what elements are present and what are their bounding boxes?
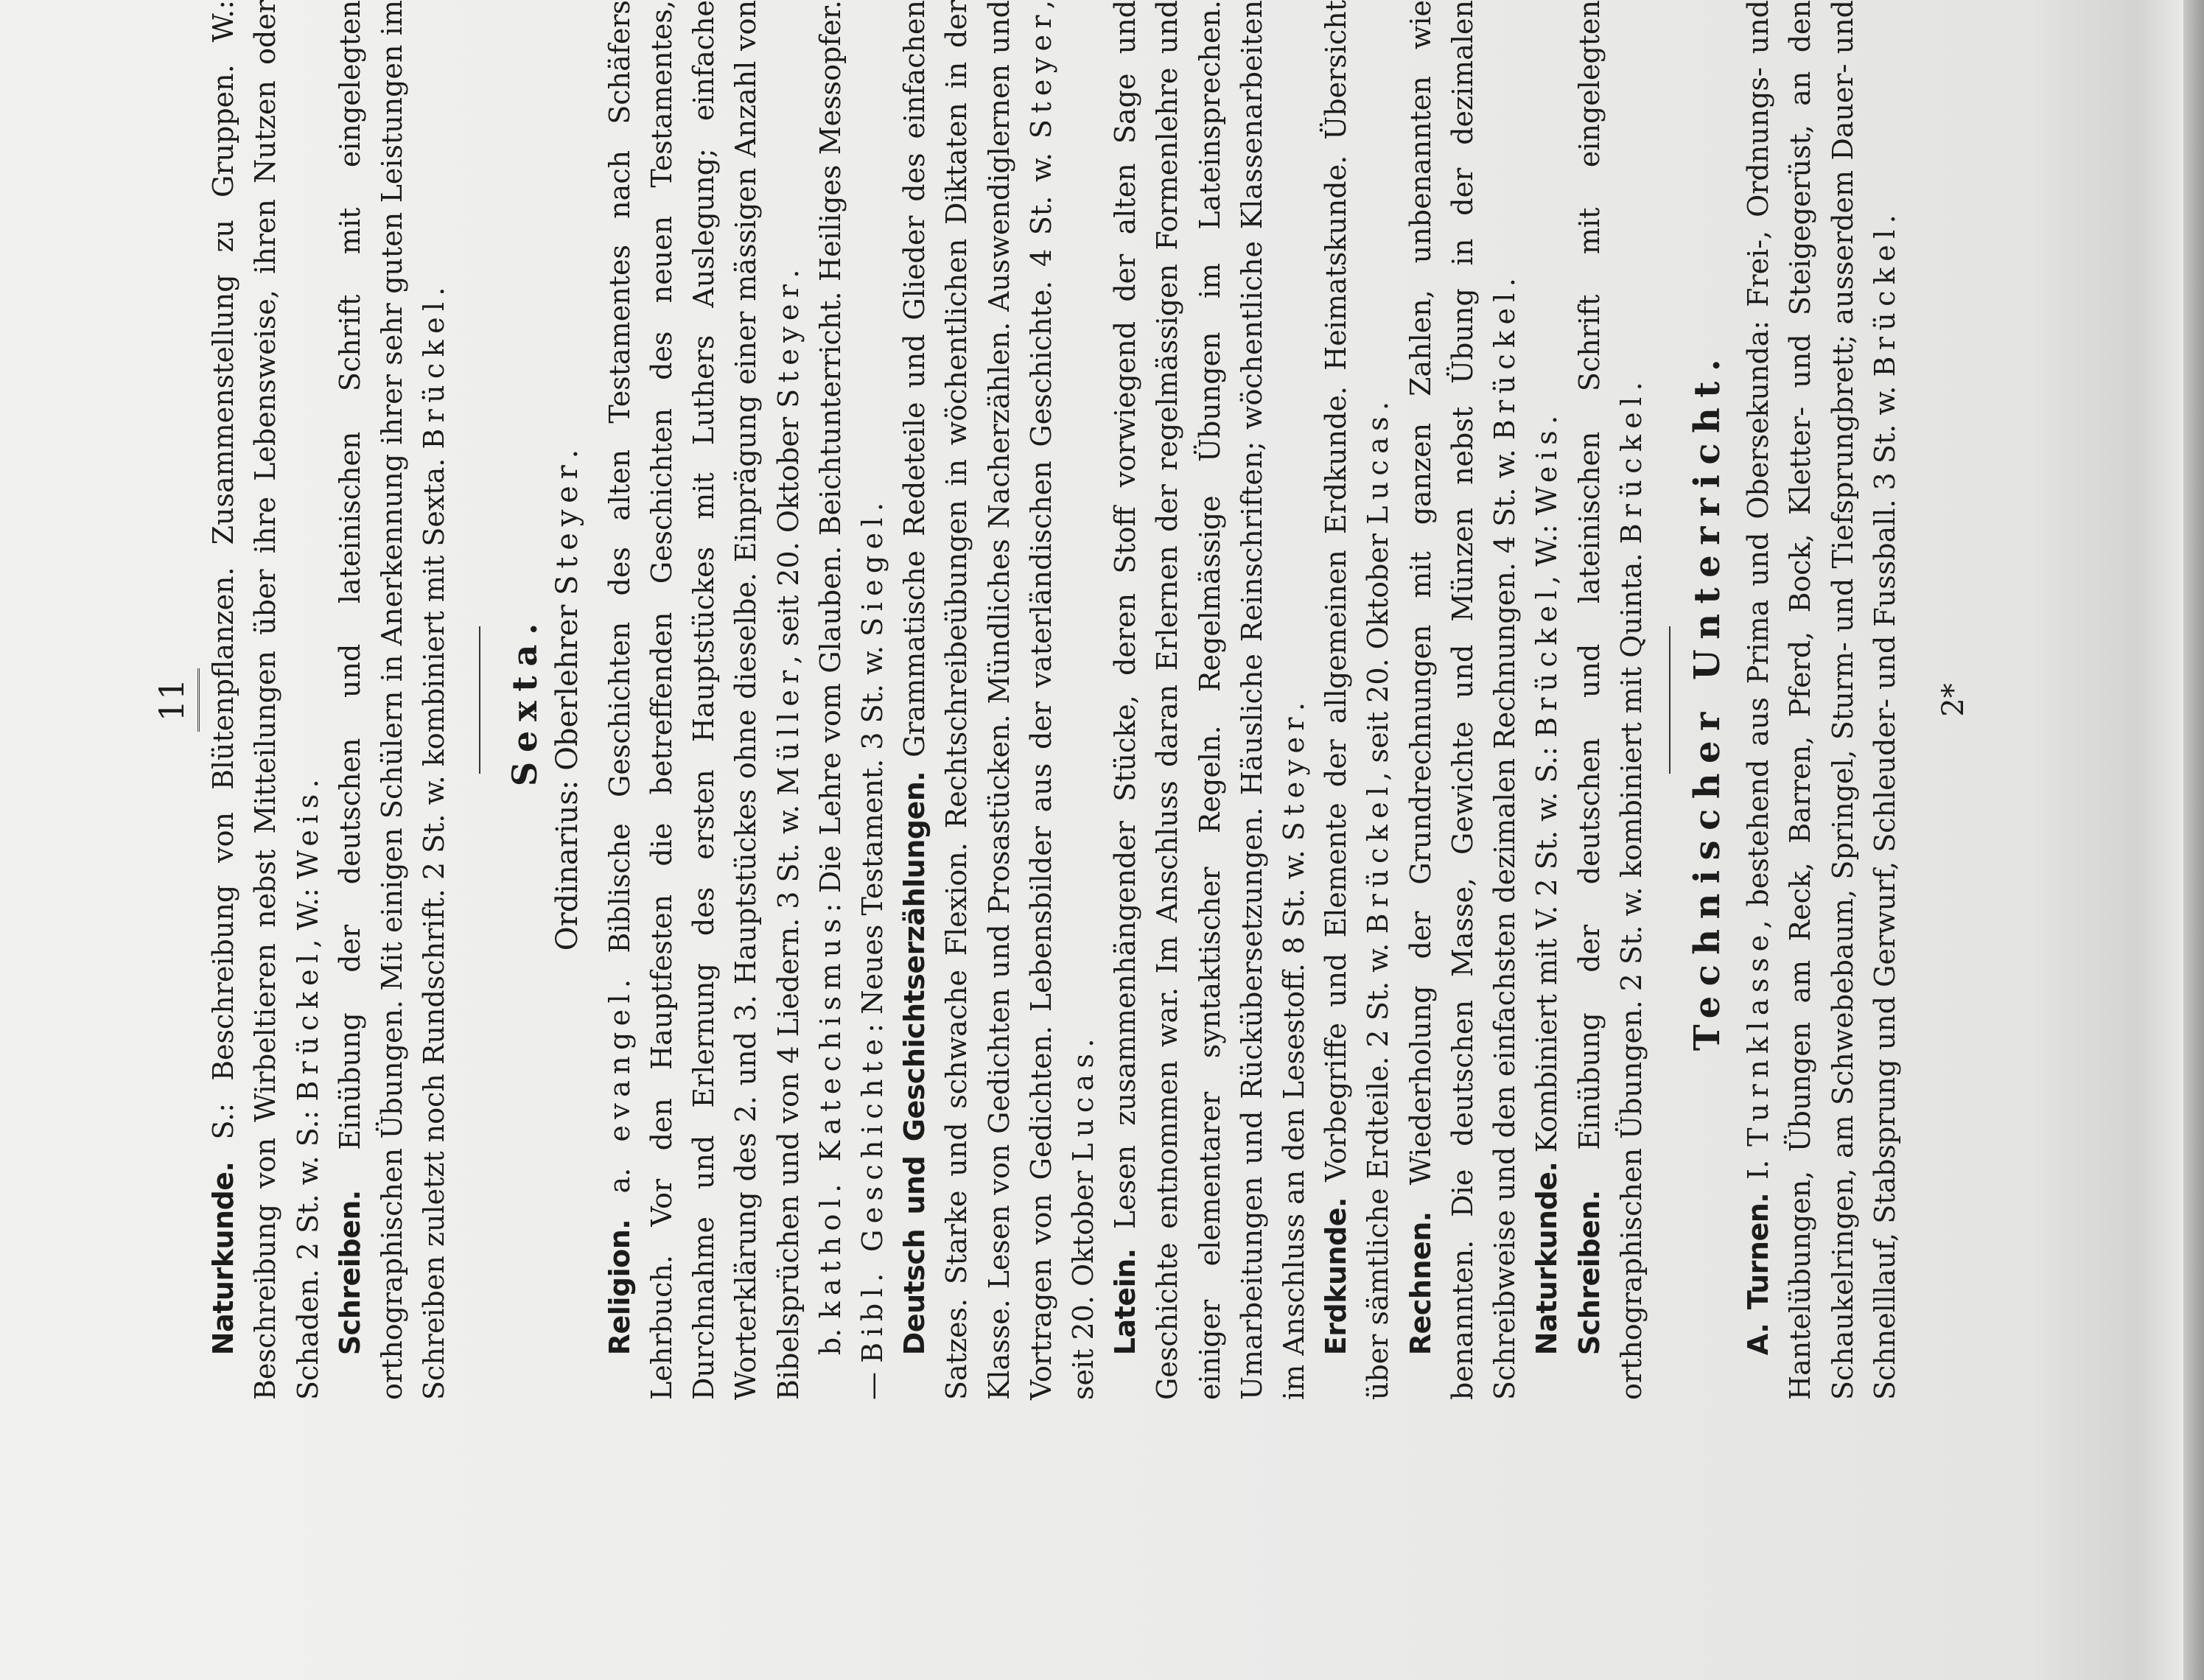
- paragraph-naturkunde: [1526, 0, 1568, 1400]
- teacher-name: Steyer: [1278, 711, 1311, 841]
- paragraph-text: , seit 20. Oktober: [1024, 0, 1100, 1400]
- paragraph-rechnen: [1400, 0, 1527, 1400]
- teacher-name: Lucas: [1362, 410, 1395, 525]
- paragraph-text: I.: [1742, 1146, 1775, 1193]
- paragraph-end: .: [856, 502, 889, 512]
- paragraph-text: , W.:: [1530, 515, 1564, 584]
- section-divider: [479, 626, 480, 774]
- paragraph-religion-kathol: [810, 0, 894, 1400]
- paragraph-text: , W.:: [291, 878, 324, 948]
- teacher-name: Siegel: [856, 511, 889, 637]
- paragraph-quinta-naturkunde: [203, 0, 329, 1400]
- paragraph-text: Einübung der deutschen und lateinischen Schrift mit eingelegten orthographischen Übungen. 2 St. w. kombiniert mit Quinta.: [1572, 0, 1648, 1400]
- subject-heading: Schreiben.: [1572, 1190, 1606, 1356]
- teacher-name: Brückel: [418, 295, 451, 449]
- paragraph-end: .: [1614, 382, 1648, 391]
- subject-heading: A. Turnen.: [1742, 1192, 1775, 1356]
- subtopic-label: Bibl. Geschichte: [856, 1032, 889, 1363]
- ordinarius-line: [547, 0, 589, 1400]
- document-page: [151, 0, 1975, 1400]
- paragraph-latein: [1105, 0, 1315, 1400]
- paragraph-text: b.: [814, 1318, 847, 1356]
- subject-heading: Naturkunde.: [207, 1161, 240, 1356]
- page-number: 11: [151, 668, 200, 732]
- confession-label: kathol. Katechismus: [814, 912, 847, 1319]
- teacher-name: Brückel: [1488, 287, 1522, 441]
- paragraph-religion: [599, 0, 810, 1400]
- paragraph-end: .: [1530, 415, 1564, 424]
- section-divider: [1669, 626, 1671, 774]
- teacher-name: Brückel: [1868, 223, 1901, 377]
- paragraph-end: .: [1488, 278, 1522, 287]
- paragraph-text: , seit 20. Oktober: [1362, 524, 1395, 781]
- page-header: [151, 0, 200, 1400]
- subject-heading: Rechnen.: [1404, 1211, 1437, 1356]
- paragraph-text: Kombiniert mit V. 2 St. w. S.:: [1530, 738, 1564, 1162]
- subject-heading: Naturkunde.: [1530, 1161, 1564, 1356]
- subject-heading: Erdkunde.: [1320, 1197, 1353, 1356]
- teacher-name: Lucas: [1067, 1047, 1100, 1162]
- paragraph-end: .: [1067, 1038, 1100, 1048]
- subject-heading: Latein.: [1109, 1248, 1142, 1356]
- paragraph-text: Lesen zusammenhängender Stücke, deren Stoff vorwiegend der alten Sage und Geschichte entnommen war. Im Anschluss daran Erlernen der regelmässigen Formenlehre und einiger elementarer syntaktischer Regeln. Regelmässige Übungen im Lateinsprechen. Umarbeitungen und Rückübersetzungen. Häusliche Reinschriften; wöchentliche Klassenarbeiten im Anschluss an den Lesestoff. 8 St. w.: [1109, 0, 1311, 1400]
- teacher-name: Brückel: [1614, 391, 1648, 545]
- teacher-name: Weis: [291, 788, 324, 879]
- teacher-name: Brückel: [291, 948, 324, 1102]
- paragraph-end: .: [418, 287, 451, 296]
- teacher-name: Weis: [1530, 424, 1564, 516]
- ordinarius-end: .: [550, 449, 584, 459]
- ordinarius-name: Steyer: [550, 458, 584, 595]
- paragraph-text: , seit 20. Oktober: [772, 407, 805, 665]
- teacher-name: Brückel: [1530, 584, 1564, 738]
- paragraph-text: a.: [603, 1141, 636, 1219]
- paragraph-text: : Neues Testament. 3 St. w.: [856, 636, 889, 1033]
- section-title-sexta: Sexta.: [505, 613, 545, 787]
- paragraph-text: , bestehend aus Prima und Obersekunda: Frei-, Ordnungs- und Hantelübungen, Übungen am Reck, Barren, Pferd, Bock, Kletter- und Steigegerüst, an den Schaukelringen, am Schwebebaum, Springel, Sturm- und Tiefsprungbrett; ausserdem Dauer- und Schnelllauf, Stabsprung und Gerwurf, Schleuder- und Fussball. 3 St. w.: [1742, 0, 1901, 1400]
- paragraph-end: .: [291, 779, 324, 788]
- class-label: Turnklasse: [1742, 928, 1775, 1147]
- paragraph-text: . Biblische Geschichten des alten Testamentes nach Schäfers Lehrbuch. Vor den Hauptfesten die betreffenden Geschichten des neuen Testamentes, Durchnahme und Erlernung des ersten Hauptstückes mit Luthers Auslegung; einfache Worterklärung des 2. und 3. Hauptstückes ohne dieselbe. Einprägung einer mässigen Anzahl von Bibelsprüchen und von 4 Liedern. 3 St. w.: [603, 0, 805, 1400]
- subject-heading: Deutsch und Geschichtserzählungen.: [898, 771, 931, 1356]
- paragraph-text: Einübung der deutschen und lateinischen Schrift mit eingelegten orthographischen Übungen. Mit einigen Schülern in Anerkennung ihrer sehr guten Leistungen im Schreiben zuletzt noch Rundschrift. 2 St. w. kombiniert mit Sexta.: [333, 0, 451, 1400]
- paragraph-text: S.: Beschreibung von Blütenpflanzen. Zusammenstellung zu Gruppen. W.: Beschreibung von Wirbeltieren nebst Mitteilungen über ihre Lebensweise, ihren Nutzen oder Schaden. 2 St. w. S.:: [207, 0, 324, 1400]
- paragraph-end: .: [1278, 702, 1311, 712]
- paragraph-end: .: [1868, 214, 1901, 224]
- ordinarius-label: Ordinarius: Oberlehrer: [550, 595, 584, 951]
- paragraph-end: .: [772, 269, 805, 279]
- paragraph-turnen: [1738, 0, 1906, 1400]
- confession-label: evangel: [603, 987, 636, 1142]
- paragraph-quinta-schreiben: [329, 0, 456, 1400]
- paragraph-text: Grammatische Redeteile und Glieder des einfachen Satzes. Starke und schwache Flexion. Rechtschreibeübungen in wöchentlichen Diktaten in der Klasse. Lesen von Gedichten und Prosastücken. Mündliches Nacherzählen. Auswendiglernen und Vortragen von Gedichten. Lebensbilder aus der vaterländischen Geschichte. 4 St. w.: [898, 0, 1057, 1400]
- section-title-technik: Technischer Unterricht.: [1686, 349, 1728, 1051]
- paragraph-erdkunde: [1315, 0, 1399, 1400]
- paragraph-text: Wiederholung der Grundrechnungen mit ganzen Zahlen, unbenannten wie benannten. Die deutschen Masse, Gewichte und Münzen nebst Übung in der dezimalen Schreibweise und den einfachsten dezimalen Rechnungen. 4 St. w.: [1404, 0, 1522, 1400]
- teacher-name: Steyer: [772, 278, 805, 408]
- printer-signature-mark: 2*: [1936, 683, 1970, 717]
- teacher-name: Müller: [772, 664, 805, 796]
- paragraph-text: Vorbegriffe und Elemente der allgemeinen Erdkunde. Heimatskunde. Übersicht über sämtliche Erdteile. 2 St. w.: [1320, 0, 1395, 1400]
- teacher-name: Steyer: [1024, 9, 1057, 139]
- paragraph-end: .: [1362, 401, 1395, 410]
- paragraph-schreiben: [1569, 0, 1653, 1400]
- subject-heading: Schreiben.: [333, 1190, 366, 1356]
- paragraph-deutsch: [894, 0, 1105, 1400]
- teacher-name: Brückel: [1362, 780, 1395, 934]
- subject-heading: Religion.: [603, 1219, 636, 1356]
- paragraph-text: : Die Lehre vom Glauben. Beichtunterricht. Heiliges Messopfer. —: [814, 0, 889, 1400]
